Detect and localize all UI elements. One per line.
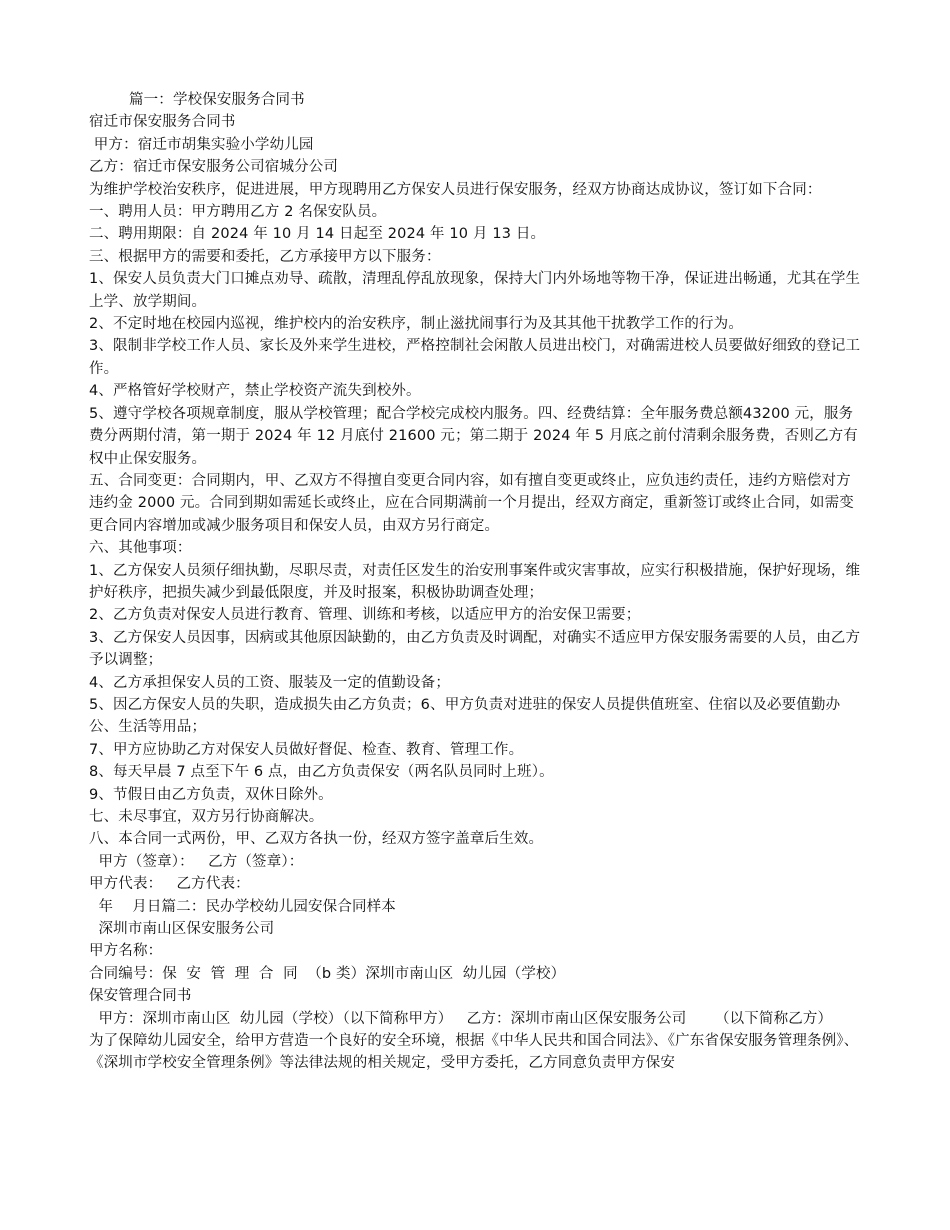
document-body xyxy=(89,89,861,1075)
date-and-section-heading-2: 年 月日篇二：民办学校幼儿园安保合同样本 xyxy=(89,898,396,915)
clause-6-item-1: 1、乙方保安人员须仔细执勤，尽职尽责，对责任区发生的治安刑事案件或灾害事故，应实行积极措施，保护好现场，维护好秩序，把损失减少到最低限度，并及时报案，积极协助调查处理； xyxy=(89,562,861,601)
party-b-line: 乙方：宿迁市保安服务公司宿城分公司 xyxy=(89,159,339,176)
contract-number-line: 合同编号：保 安 管 理 合 同 （b 类）深圳市南山区 幼儿园（学校） xyxy=(89,965,566,982)
clause-3-item-4: 4、严格管好学校财产，禁止学校资产流失到校外。 xyxy=(89,383,421,400)
clause-3-item-3: 3、限制非学校工作人员、家长及外来学生进校，严格控制社会闲散人员进出校门，对确需进校人员要做好细致的登记工作。 xyxy=(89,338,861,377)
clause-3-item-5: 5、遵守学校各项规章制度，服从学校管理；配合学校完成校内服务。四、经费结算：全年服务费总额43200 元，服务费分两期付清，第一期于 2024 年 12 月底付 21600 元；第二期于 2024 年 5 月底之前付清剩余服务费，否则乙方有权中止保安服务。 xyxy=(89,405,858,467)
clause-6-item-8: 8、每天早晨 7 点至下午 6 点，由乙方负责保安（两名队员同时上班）。 xyxy=(89,764,554,781)
preamble-paragraph-2: 为了保障幼儿园安全，给甲方营造一个良好的安全环境，根据《中华人民共和国合同法》、《广东省保安服务管理条例》、《深圳市学校安全管理条例》等法律法规的相关规定，受甲方委托，乙方同意负责甲方保安 xyxy=(89,1033,859,1072)
clause-3-item-1: 1、保安人员负责大门口摊点劝导、疏散，清理乱停乱放现象，保持大门内外场地等物干净，保证进出畅通，尤其在学生上学、放学期间。 xyxy=(89,271,861,310)
contract-title-1: 宿迁市保安服务合同书 xyxy=(89,114,236,131)
clause-1: 一、聘用人员：甲方聘用乙方 2 名保安队员。 xyxy=(89,204,387,221)
clause-6-item-3: 3、乙方保安人员因事，因病或其他原因缺勤的，由乙方负责及时调配，对确实不适应甲方保安服务需要的人员，由乙方予以调整； xyxy=(89,629,861,669)
company-name: 深圳市南山区保安服务公司 xyxy=(89,921,275,938)
section-heading-1: 篇一：学校保安服务合同书 xyxy=(129,92,305,108)
clause-7: 七、未尽事宜，双方另行协商解决。 xyxy=(89,809,324,825)
signature-line: 甲方（签章）： 乙方（签章）： xyxy=(89,853,304,870)
representative-line: 甲方代表： 乙方代表： xyxy=(89,876,250,893)
clause-5: 五、合同变更：合同期内，甲、乙双方不得擅自变更合同内容，如有擅自变更或终止，应负违约责任，违约方赔偿对方违约金 2000 元。合同到期如需延长或终止，应在合同期满前一个月提出，经双方商定，重新签订或终止合同，如需变更合同内容增加或减少服务项目和保安人员，由双方另行商定。 xyxy=(89,472,854,534)
clause-6-item-9: 9、节假日由乙方负责，双休日除外。 xyxy=(89,786,333,803)
clause-6-item-4: 4、乙方承担保安人员的工资、服装及一定的值勤设备； xyxy=(89,674,450,691)
clause-3: 三、根据甲方的需要和委托，乙方承接甲方以下服务： xyxy=(89,248,441,265)
clause-6-item-2: 2、乙方负责对保安人员进行教育、管理、训练和考核，以适应甲方的治安保卫需要； xyxy=(89,607,641,624)
clause-8: 八、本合同一式两份，甲、乙双方各执一份，经双方签字盖章后生效。 xyxy=(89,831,544,848)
clause-6-item-5: 5、因乙方保安人员的失职，造成损失由乙方负责；6、甲方负责对进驻的保安人员提供值班室、住宿以及必要值勤办公、生活等用品； xyxy=(89,696,841,736)
clause-2: 二、聘用期限：自 2024 年 10 月 14 日起至 2024 年 10 月 13 日。 xyxy=(89,226,546,243)
clause-3-item-2: 2、不定时地在校园内巡视，维护校内的治安秩序，制止滋扰闹事行为及其其他干扰教学工作的行为。 xyxy=(89,316,743,333)
party-a-name-field: 甲方名称： xyxy=(89,943,163,960)
contract-title-2: 保安管理合同书 xyxy=(89,988,192,1005)
preamble-paragraph: 为维护学校治安秩序，促进进展，甲方现聘用乙方保安人员进行保安服务，经双方协商达成协议，签订如下合同： xyxy=(89,181,822,198)
parties-line-2: 甲方：深圳市南山区 幼儿园（学校）（以下简称甲方） 乙方：深圳市南山区保安服务公司 （以下简称乙方） xyxy=(89,1010,833,1027)
clause-6-item-7: 7、甲方应协助乙方对保安人员做好督促、检查、教育、管理工作。 xyxy=(89,741,524,758)
clause-6: 六、其他事项： xyxy=(89,540,192,557)
party-a-line: 甲方：宿迁市胡集实验小学幼儿园 xyxy=(89,136,314,153)
